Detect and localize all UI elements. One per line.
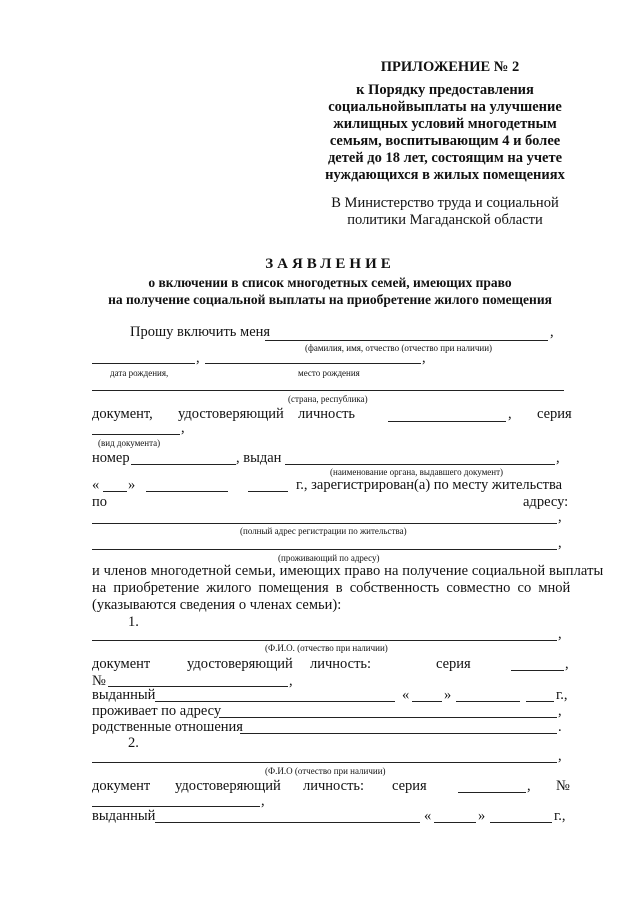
address-word: адресу: — [523, 494, 569, 510]
doc-word: документ — [92, 778, 151, 794]
quote-close: » — [478, 808, 486, 824]
caption-birthplace: место рождения — [298, 368, 360, 378]
members-intro-line: и членов многодетной семьи, имеющих право на получение социальной выплаты — [92, 563, 604, 579]
comma: , — [556, 450, 560, 466]
comma: , — [565, 656, 569, 672]
comma: , — [558, 748, 562, 764]
comma: , — [196, 350, 200, 366]
member2-series-field[interactable] — [458, 792, 526, 793]
relation-label: родственные отношения — [92, 719, 243, 735]
caption-member2-fio: (Ф.И.О (отчество при наличии) — [265, 766, 386, 776]
caption-fio: (фамилия, имя, отчество (отчество при наличии) — [305, 343, 493, 353]
appendix-line: детей до 18 лет, состоящим на учете — [327, 150, 563, 166]
registered-text: г., зарегистрирован(а) по месту жительства — [296, 477, 563, 493]
addressee-line: В Министерство труда и социальной — [331, 195, 559, 211]
series-label: серия — [436, 656, 471, 672]
member1-day-field[interactable] — [412, 701, 442, 702]
member1-address-field[interactable] — [219, 717, 557, 718]
member1-relation-field[interactable] — [240, 733, 557, 734]
appendix-line: семьям, воспитывающим 4 и более — [329, 133, 561, 149]
doc-word: удостоверяющий — [175, 778, 281, 794]
dot: . — [558, 719, 562, 735]
doc-word: личность: — [303, 778, 365, 794]
comma: , — [289, 673, 293, 689]
lives-label: проживает по адресу — [92, 703, 222, 719]
issued-label: выданный — [92, 808, 156, 824]
series-label: серия — [537, 406, 572, 422]
caption-living: (проживающий по адресу) — [278, 553, 380, 563]
year-label: г., — [556, 687, 568, 703]
no-label: № — [556, 778, 570, 794]
statement-subtitle: о включении в список многодетных семей, имеющих право — [148, 275, 512, 290]
doc-word: личность: — [310, 656, 372, 672]
members-intro-line: на приобретение жилого помещения в собственность совместно со мной — [92, 580, 571, 596]
comma: , — [558, 535, 562, 551]
quote-open: « — [402, 687, 410, 703]
issued-label: выданный — [92, 687, 156, 703]
country-field[interactable] — [92, 390, 564, 391]
comma: , — [261, 793, 265, 809]
year-field[interactable] — [248, 491, 288, 492]
quote-open: « — [92, 477, 100, 493]
series-field[interactable] — [92, 434, 180, 435]
appendix-line: нуждающихся в жилых помещениях — [325, 167, 565, 183]
comma: , — [558, 626, 562, 642]
comma: , — [558, 509, 562, 525]
doc-word: документ, — [92, 406, 153, 422]
year-label: г., — [554, 808, 566, 824]
comma: , — [558, 703, 562, 719]
quote-open: « — [424, 808, 432, 824]
statement-subtitle: на получение социальной выплаты на приобретение жилого помещения — [108, 292, 552, 307]
quote-close: » — [444, 687, 452, 703]
comma: , — [527, 778, 531, 794]
reg-address-field[interactable] — [92, 523, 557, 524]
caption-issuer: (наименование органа, выдавшего документ) — [330, 467, 504, 477]
appendix-line: к Порядку предоставления — [356, 82, 534, 98]
no-label: № — [92, 673, 106, 689]
doc-word: удостоверяющий — [187, 656, 293, 672]
month-field[interactable] — [146, 491, 228, 492]
caption-country: (страна, республика) — [288, 394, 368, 404]
doc-word: личность — [298, 406, 356, 422]
fio-field[interactable] — [265, 340, 548, 341]
addressee-line: политики Магаданской области — [347, 212, 543, 228]
day-field[interactable] — [103, 491, 127, 492]
doc-word: документ — [92, 656, 151, 672]
member2-month-field[interactable] — [490, 822, 552, 823]
number-label: номер — [92, 450, 130, 466]
quote-close: » — [128, 477, 136, 493]
issued-label: , выдан — [236, 450, 282, 466]
statement-title: ЗАЯВЛЕНИЕ — [265, 256, 395, 272]
issuer-field[interactable] — [285, 464, 555, 465]
comma: , — [422, 350, 426, 366]
member-number: 1. — [128, 614, 139, 630]
member1-month-field[interactable] — [456, 701, 520, 702]
member1-fio-field[interactable] — [92, 640, 557, 641]
member1-issuer-field[interactable] — [155, 701, 395, 702]
comma: , — [181, 420, 185, 436]
doc-type-field[interactable] — [388, 421, 506, 422]
birthplace-field[interactable] — [205, 363, 421, 364]
caption-doctype: (вид документа) — [98, 438, 161, 448]
members-intro-line: (указываются сведения о членах семьи): — [92, 597, 342, 613]
appendix-title: ПРИЛОЖЕНИЕ № 2 — [380, 59, 520, 75]
comma: , — [508, 406, 512, 422]
member-number: 2. — [128, 735, 139, 751]
appendix-line: социальнойвыплаты на улучшение — [328, 99, 562, 115]
po-text: по — [92, 494, 108, 510]
request-label: Прошу включить меня — [130, 324, 271, 340]
member2-day-field[interactable] — [434, 822, 476, 823]
caption-birthdate: дата рождения, — [110, 368, 169, 378]
series-label: серия — [392, 778, 427, 794]
member2-issuer-field[interactable] — [155, 822, 420, 823]
birthdate-field[interactable] — [92, 363, 195, 364]
member1-series-field[interactable] — [511, 670, 564, 671]
comma: , — [550, 324, 554, 340]
member2-number-field[interactable] — [92, 806, 260, 807]
caption-reg-address: (полный адрес регистрации по жительства) — [240, 526, 407, 536]
number-field[interactable] — [131, 464, 236, 465]
doc-word: удостоверяющий — [178, 406, 284, 422]
living-address-field[interactable] — [92, 549, 557, 550]
member1-year-field[interactable] — [526, 701, 554, 702]
caption-member1-fio: (Ф.И.О. (отчество при наличии) — [265, 643, 388, 653]
member2-fio-field[interactable] — [92, 762, 557, 763]
appendix-line: жилищных условий многодетным — [333, 116, 557, 132]
